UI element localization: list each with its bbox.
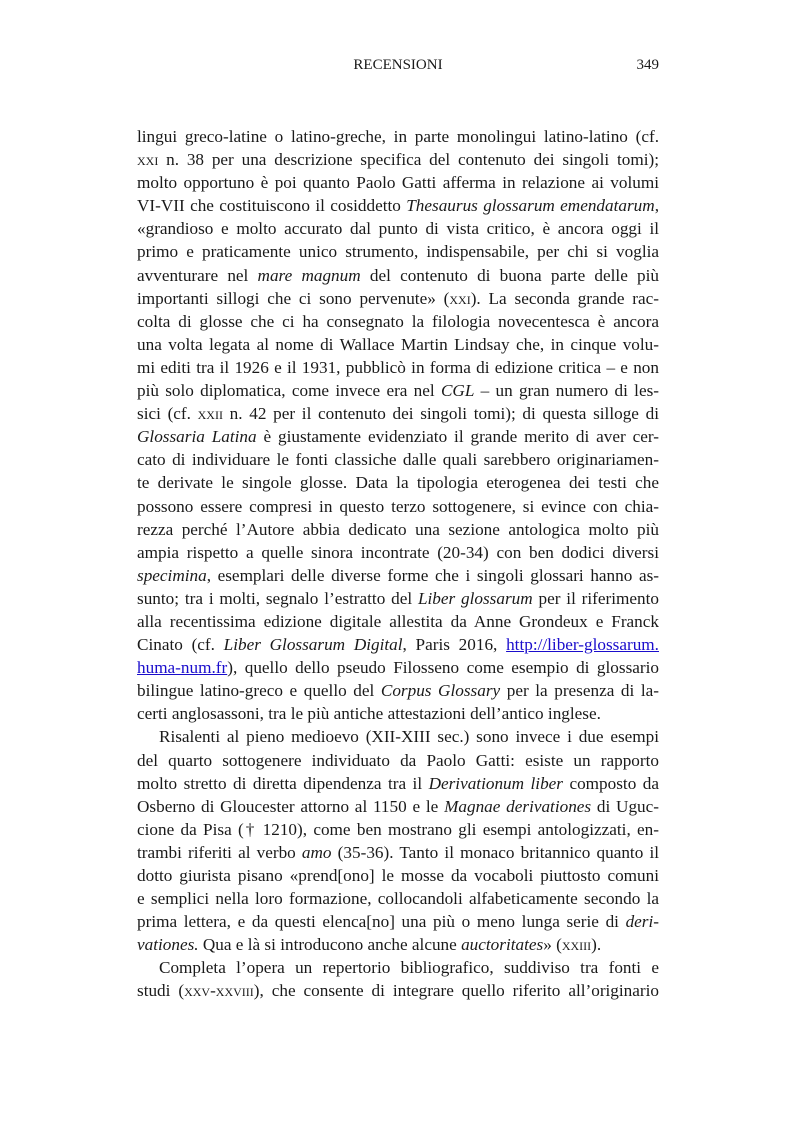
text-segment: colta di glosse che ci ha consegnato la filologia novecentesca è ancora [137, 311, 659, 331]
text-segment: del quarto sottogenere individuato da Paolo Gatti: esiste un rapporto [137, 750, 659, 770]
text-line [137, 333, 659, 356]
text-line [137, 448, 659, 471]
text-line [137, 264, 659, 287]
text-line [137, 518, 659, 541]
text-segment: n. 42 per il contenuto dei singoli tomi); di questa silloge di [222, 404, 659, 424]
text-segment: possono essere compresi in questo terzo sottogenere, si evince con chia- [137, 496, 659, 516]
text-segment: una volta legata al nome di Wallace Martin Lindsay che, in cinque volu- [137, 334, 659, 354]
text-segment: avventurare nel [137, 265, 258, 285]
text-segment: del contenuto di buona parte delle più [360, 265, 659, 285]
text-segment: di Uguc- [591, 796, 659, 816]
text-segment: molto stretto di diretta dipendenza tra il [137, 773, 429, 793]
text-segment: più solo diplomatica, come invece era nel [137, 381, 441, 401]
text-line [137, 702, 659, 725]
text-line [137, 818, 659, 841]
text-segment: e semplici nella loro formazione, collocandoli alfabeticamente secondo la [137, 889, 659, 909]
text-segment: composto da [562, 773, 659, 793]
text-segment: VI-VII che costituiscono il cosiddetto [137, 196, 407, 216]
text-line [137, 171, 659, 194]
text-line [137, 633, 659, 656]
text-segment: n. 38 per una descrizione specifica del contenuto dei singoli tomi); [158, 150, 659, 170]
text-line [137, 795, 659, 818]
text-segment: , Paris 2016, [402, 635, 507, 655]
text-line [137, 749, 659, 772]
text-line [137, 425, 659, 448]
text-segment: lingui greco-latine o latino-greche, in parte monolingui latino-latino (cf. [137, 127, 659, 146]
italic-text: deri- [625, 912, 659, 932]
text-segment: – un gran numero di les- [474, 381, 659, 401]
text-line [137, 379, 659, 402]
text-segment: per il riferimento [532, 588, 659, 608]
text-segment: te derivate le singole glosse. Data la tipologia eterogenea dei testi che [137, 473, 659, 493]
text-line [137, 564, 659, 587]
text-line [137, 725, 659, 748]
text-line [137, 887, 659, 910]
text-line [137, 495, 659, 518]
italic-text: specimina [137, 565, 207, 585]
text-segment: mi editi tra il 1926 e il 1931, pubblicò in forma di edizione critica – e non [137, 357, 659, 377]
text-line [137, 656, 659, 679]
text-segment: certi anglosassoni, tra le più antiche attestazioni dell’antico inglese. [137, 704, 601, 724]
text-segment: ). [591, 935, 602, 955]
text-line [137, 772, 659, 795]
text-segment: » ( [543, 935, 562, 955]
text-segment: ), quello dello pseudo Filosseno come esempio di glossario [227, 658, 659, 678]
text-line [137, 148, 659, 171]
text-line [137, 125, 659, 148]
page-number: 349 [636, 57, 659, 73]
roman-numeral: xxii [197, 404, 223, 424]
text-segment: sici (cf. [137, 404, 198, 424]
text-line [137, 541, 659, 564]
italic-text: CGL [440, 381, 475, 401]
text-line [137, 587, 659, 610]
italic-text: amo [301, 842, 332, 862]
text-segment: trambi riferiti al verbo [137, 842, 302, 862]
text-line [137, 471, 659, 494]
text-line [137, 310, 659, 333]
text-line [137, 356, 659, 379]
text-segment: «grandioso e molto accurato dal punto di vista critico, è ancora oggi il [137, 219, 659, 239]
italic-text: mare magnum [257, 265, 361, 285]
text-segment: dotto giurista pisano «prend[ono] le mosse da vocaboli piuttosto comuni [137, 866, 659, 885]
italic-text: Liber Glossarum Digital [223, 635, 403, 655]
text-segment: Cinato (cf. [137, 635, 224, 655]
text-segment: ampia rispetto a quelle sinora incontrate (20-34) con ben dodici diversi [137, 542, 659, 562]
italic-text: Thesaurus glossarum emendatarum [406, 196, 655, 216]
text-segment: cato di individuare le fonti classiche dalle quali sarebbero originariamen- [137, 450, 659, 470]
text-line [137, 240, 659, 263]
roman-numeral: xxv-xxviii [184, 981, 254, 1001]
text-line [137, 910, 659, 933]
text-segment: Qua e là si introducono anche alcune [198, 935, 462, 955]
text-segment: prima lettera, e da questi elenca[no] una più o meno lunga serie di [137, 912, 626, 932]
text-segment: Completa l’opera un repertorio bibliografico, suddiviso tra fonti e [159, 958, 659, 978]
text-line [137, 402, 659, 425]
running-header [137, 57, 659, 79]
text-segment: rezza perché l’Autore abbia dedicato una sezione antologica molto più [137, 519, 659, 539]
text-segment: ). La seconda grande rac- [470, 288, 659, 308]
text-line [137, 194, 659, 217]
text-line [137, 217, 659, 240]
roman-numeral: xxi [449, 288, 471, 308]
text-line [137, 679, 659, 702]
text-segment: bilingue latino-greco e quello del [137, 681, 381, 701]
italic-text: vationes. [137, 935, 199, 955]
url-link[interactable]: http://liber-glossarum. [506, 635, 659, 655]
text-segment: importanti sillogi che ci sono pervenute» ( [137, 288, 450, 308]
italic-text: auctoritates [461, 935, 544, 955]
text-line [137, 864, 659, 887]
text-line [137, 979, 659, 1002]
text-segment: (35-36). Tanto il monaco britannico quanto il [331, 842, 659, 862]
text-segment: Risalenti al pieno medioevo (XII-XIII sec.) sono invece i due esempi [159, 727, 659, 747]
text-segment: cione da Pisa († 1210), come ben mostrano gli esempi antologizzati, en- [137, 819, 659, 839]
text-segment: molto opportuno è poi quanto Paolo Gatti afferma in relazione ai volumi [137, 173, 659, 193]
text-segment: alla recentissima edizione digitale allestita da Anne Grondeux e Franck [137, 611, 659, 631]
text-segment: primo e praticamente unico strumento, indispensabile, per chi si voglia [137, 242, 659, 262]
italic-text: Glossaria Latina [137, 427, 257, 447]
text-segment: sunto; tra i molti, segnalo l’estratto del [137, 588, 418, 608]
text-segment: è giustamente evidenziato il grande merito di aver cer- [256, 427, 659, 447]
running-title: RECENSIONI [353, 57, 443, 73]
italic-text: Derivationum liber [428, 773, 563, 793]
roman-numeral: xxiii [561, 935, 592, 955]
text-segment: studi ( [137, 981, 185, 1001]
text-segment: per la presenza di la- [500, 681, 659, 701]
text-line [137, 956, 659, 979]
url-link[interactable]: huma-num.fr [137, 658, 228, 678]
italic-text: Liber glossarum [417, 588, 533, 608]
text-line [137, 287, 659, 310]
text-line [137, 933, 659, 956]
text-line [137, 841, 659, 864]
italic-text: Corpus Glossary [380, 681, 501, 701]
text-segment: Osberno di Gloucester attorno al 1150 e le [137, 796, 445, 816]
text-segment: , esemplari delle diverse forme che i singoli glossari hanno as- [206, 565, 659, 585]
body-text [137, 125, 659, 1003]
text-segment: , [654, 196, 659, 216]
text-line [137, 610, 659, 633]
roman-numeral: xxi [137, 150, 159, 170]
text-segment: ), che consente di integrare quello riferito all’originario [253, 981, 659, 1001]
italic-text: Magnae derivationes [444, 796, 592, 816]
